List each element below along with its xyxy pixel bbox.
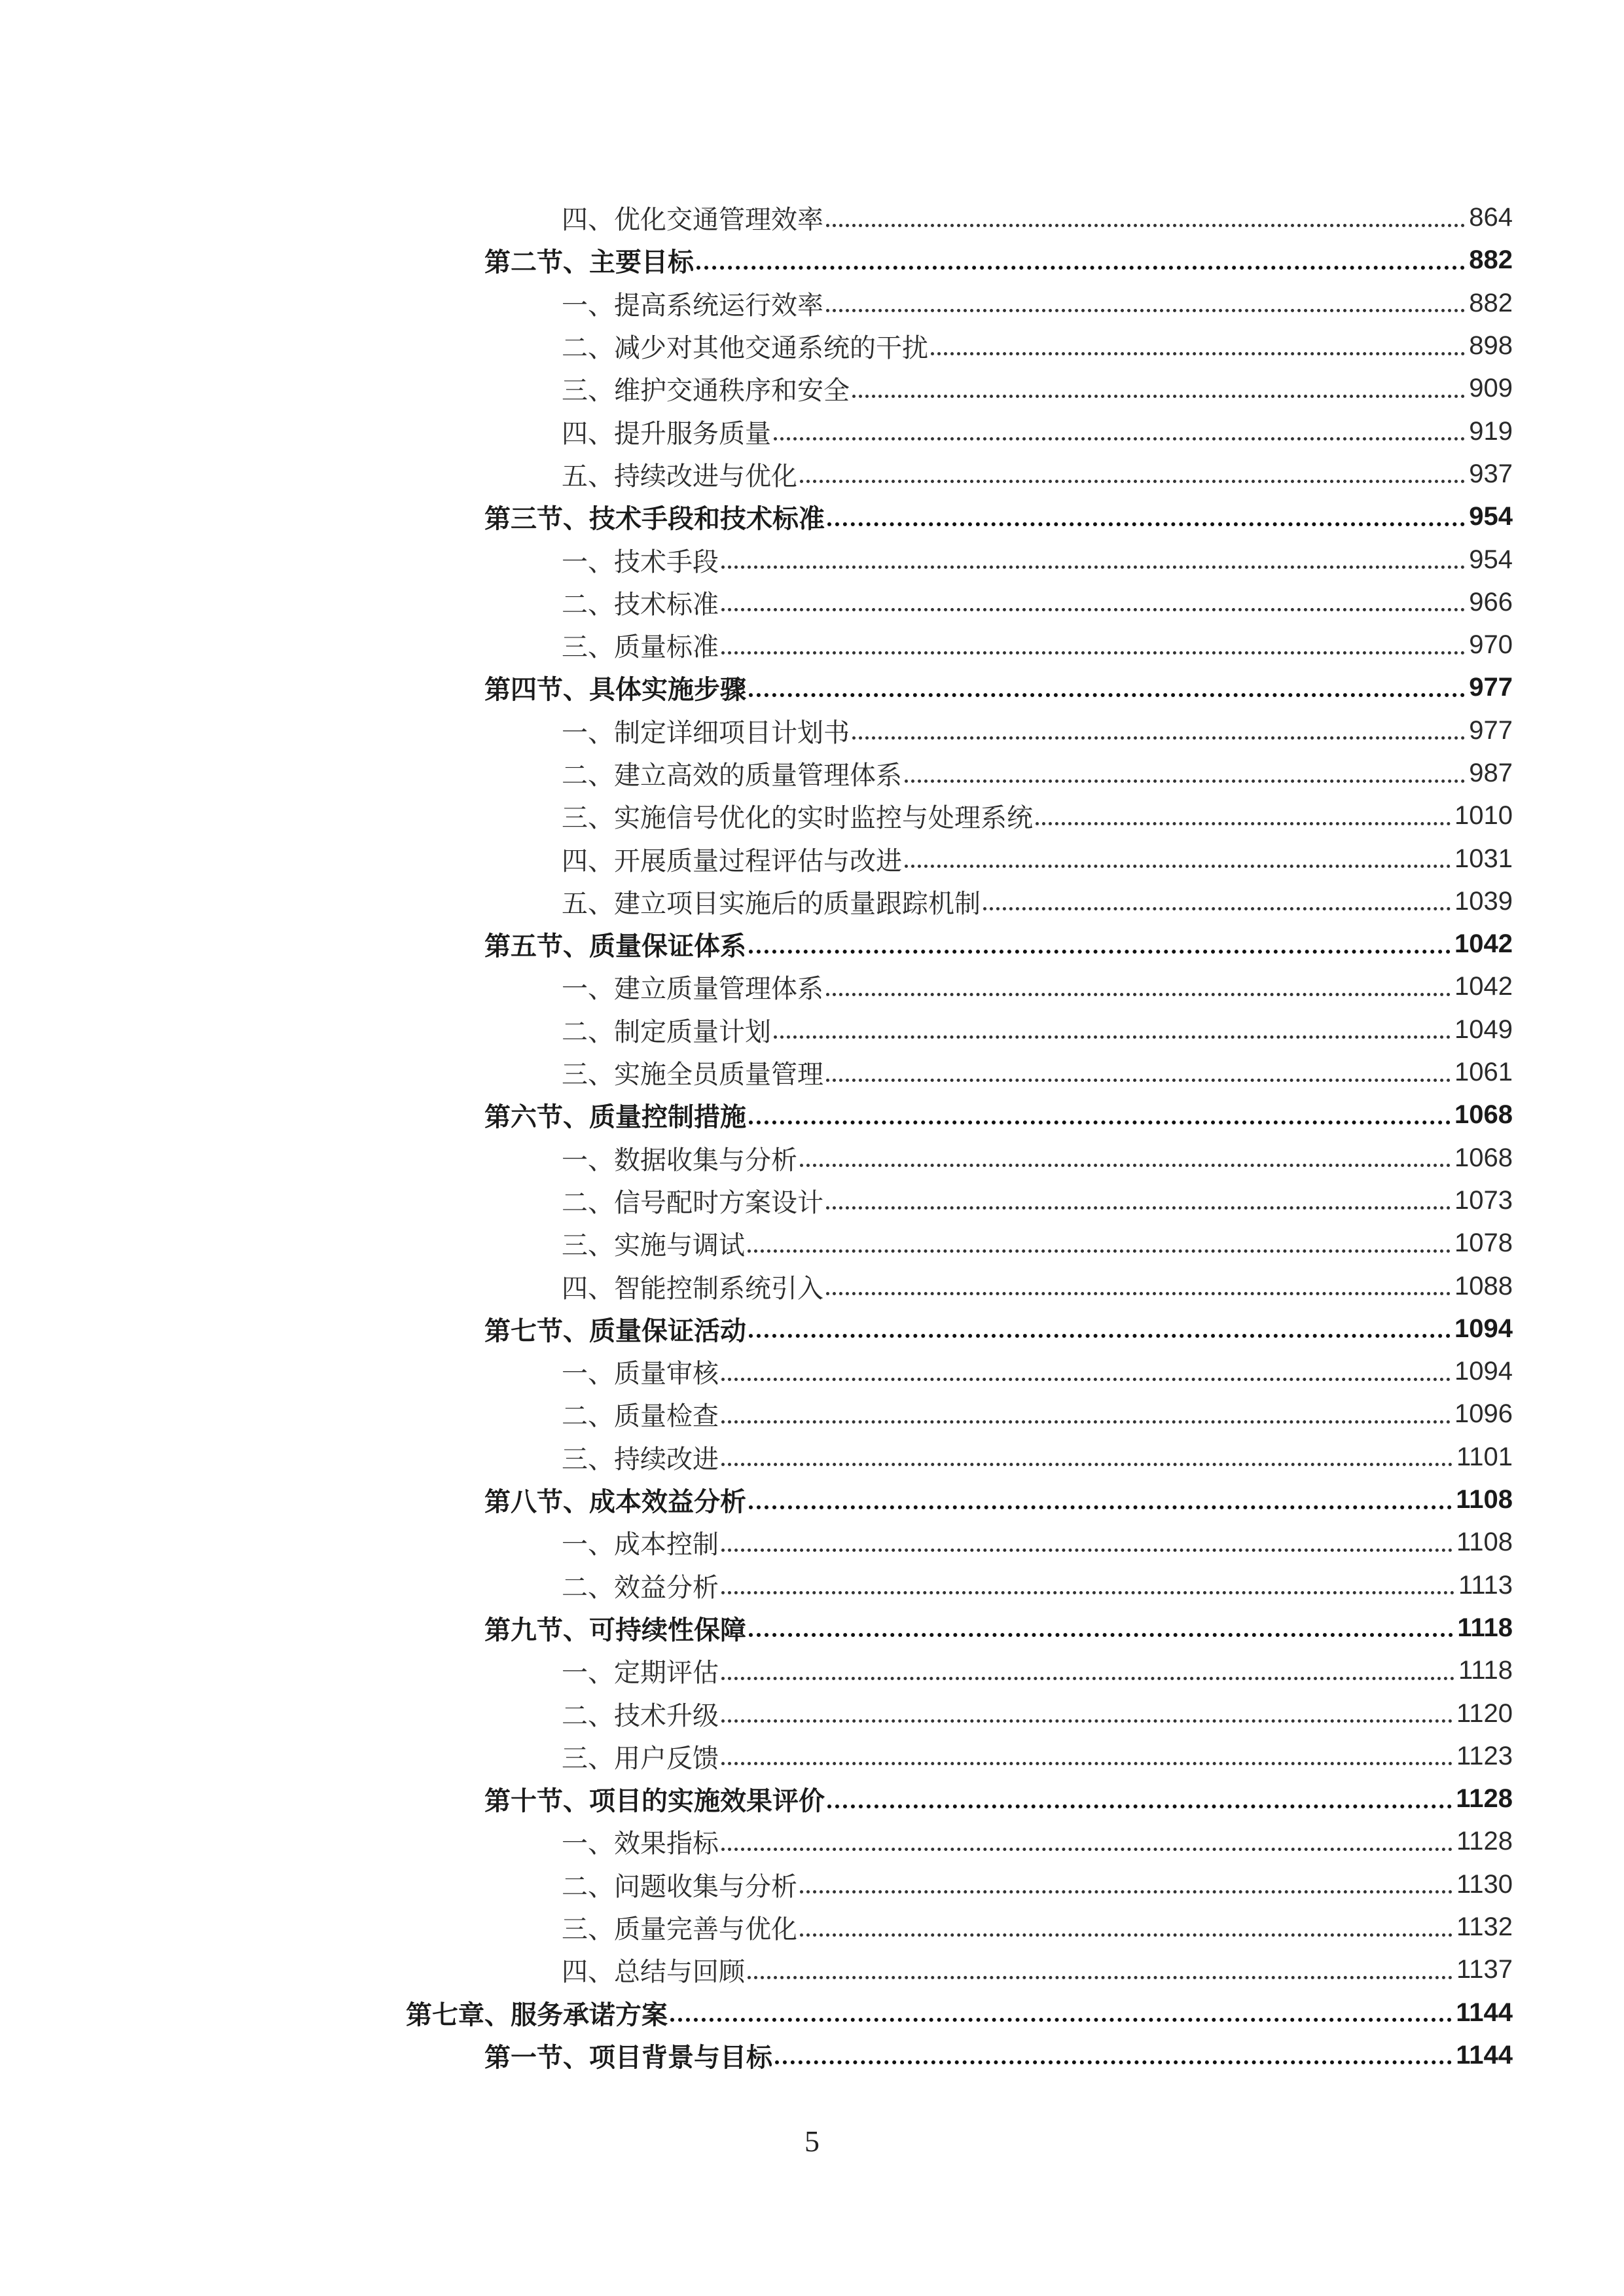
toc-entry-title: 三、维护交通秩序和安全 (562, 376, 850, 406)
toc-entry-page-number: 954 (1469, 502, 1513, 531)
toc-entry-title: 一、效果指标 (562, 1829, 719, 1859)
dot-leader (749, 1102, 1451, 1128)
toc-entry-page-number: 1068 (1454, 1143, 1513, 1172)
toc-entry-item[interactable] (0, 282, 1624, 325)
toc-entry-page-number: 1049 (1454, 1014, 1513, 1044)
dot-leader (721, 1530, 1453, 1556)
dot-leader (721, 589, 1465, 615)
toc-entry-title: 二、信号配时方案设计 (562, 1187, 823, 1218)
toc-entry-title: 三、持续改进 (562, 1444, 719, 1475)
toc-entry-title: 一、提高系统运行效率 (562, 290, 823, 321)
toc-entry-page-number: 937 (1469, 459, 1513, 488)
toc-entry-item[interactable] (0, 367, 1624, 410)
toc-entry-title: 一、定期评估 (562, 1658, 719, 1689)
dot-leader (826, 1273, 1451, 1299)
toc-entry-title: 四、提升服务质量 (562, 418, 771, 449)
dot-leader (721, 1700, 1453, 1727)
toc-entry-page-number: 1101 (1456, 1442, 1513, 1471)
toc-entry-section[interactable] (0, 666, 1624, 709)
dot-leader (905, 761, 1465, 787)
toc-entry-item[interactable] (0, 795, 1624, 837)
toc-entry-item[interactable] (0, 1137, 1624, 1179)
dot-leader (983, 888, 1451, 914)
toc-entry-item[interactable] (0, 1735, 1624, 1778)
toc-entry-item[interactable] (0, 1521, 1624, 1564)
toc-entry-page-number: 1137 (1456, 1955, 1513, 1984)
toc-entry-title: 四、优化交通管理效率 (562, 205, 823, 236)
dot-leader (800, 1145, 1451, 1171)
dot-leader (748, 1230, 1451, 1257)
toc-entry-item[interactable] (0, 880, 1624, 923)
toc-entry-page-number: 1128 (1456, 1827, 1513, 1856)
toc-entry-title: 四、总结与回顾 (562, 1957, 745, 1988)
toc-entry-item[interactable] (0, 1009, 1624, 1051)
toc-entry-chapter[interactable] (0, 1991, 1624, 2034)
toc-entry-page-number: 970 (1469, 630, 1513, 660)
toc-entry-title: 二、减少对其他交通系统的干扰 (562, 333, 928, 364)
toc-entry-title: 一、数据收集与分析 (562, 1145, 797, 1175)
toc-entry-page-number: 1120 (1456, 1698, 1513, 1728)
dot-leader (827, 1786, 1452, 1812)
dot-leader (931, 333, 1465, 359)
dot-leader (721, 547, 1465, 573)
toc-entry-title: 第七章、服务承诺方案 (406, 2000, 668, 2030)
dot-leader (721, 1658, 1454, 1684)
toc-entry-page-number: 1108 (1456, 1528, 1513, 1557)
page-number: 5 (804, 2125, 820, 2158)
dot-leader (800, 461, 1465, 487)
dot-leader (852, 717, 1465, 744)
dot-leader (721, 1829, 1453, 1855)
toc-entry-page-number: 1130 (1456, 1869, 1513, 1899)
toc-entry-page-number: 977 (1469, 715, 1513, 745)
dot-leader (826, 1060, 1451, 1086)
toc-entry-title: 三、实施信号优化的实时监控与处理系统 (562, 803, 1033, 834)
dot-leader (905, 846, 1451, 872)
dot-leader (827, 504, 1465, 530)
toc-entry-page-number: 882 (1469, 245, 1513, 275)
toc-entry-page-number: 1042 (1454, 929, 1513, 959)
toc-entry-title: 第八节、成本效益分析 (484, 1487, 746, 1518)
toc-entry-page-number: 1061 (1454, 1058, 1513, 1087)
toc-entry-item[interactable] (0, 709, 1624, 752)
dot-leader (670, 2000, 1452, 2026)
dot-leader (800, 1871, 1453, 1897)
toc-entry-title: 一、制定详细项目计划书 (562, 717, 850, 748)
toc-entry-title: 四、开展质量过程评估与改进 (562, 846, 902, 876)
dot-leader (826, 290, 1465, 316)
dot-leader (826, 205, 1465, 231)
toc-entry-page-number: 1031 (1454, 844, 1513, 873)
toc-entry-page-number: 882 (1469, 288, 1513, 317)
toc-entry-title: 三、用户反馈 (562, 1743, 719, 1774)
toc-entry-section[interactable] (0, 1094, 1624, 1136)
toc-entry-title: 二、效益分析 (562, 1572, 719, 1603)
toc-entry-item[interactable] (0, 1265, 1624, 1307)
toc-entry-title: 五、建立项目实施后的质量跟踪机制 (562, 888, 981, 919)
toc-entry-item[interactable] (0, 1863, 1624, 1906)
toc-entry-title: 三、质量完善与优化 (562, 1914, 797, 1945)
toc-entry-item[interactable] (0, 1906, 1624, 1948)
toc-entry-item[interactable] (0, 410, 1624, 452)
toc-entry-item[interactable] (0, 1820, 1624, 1863)
toc-entry-section[interactable] (0, 239, 1624, 281)
toc-entry-title: 二、问题收集与分析 (562, 1871, 797, 1902)
dot-leader (800, 1914, 1453, 1941)
toc-entry-item[interactable] (0, 1350, 1624, 1393)
toc-entry-page-number: 1118 (1458, 1656, 1513, 1685)
toc-entry-title: 三、实施全员质量管理 (562, 1060, 823, 1090)
toc-entry-title: 一、建立质量管理体系 (562, 974, 823, 1005)
toc-entry-item[interactable] (0, 1948, 1624, 1991)
dot-leader (852, 376, 1465, 402)
toc-entry-page-number: 987 (1469, 759, 1513, 787)
toc-entry-page-number: 1094 (1454, 1357, 1513, 1386)
toc-entry-title: 一、技术手段 (562, 547, 719, 577)
toc-entry-page-number: 1096 (1454, 1399, 1513, 1429)
dot-leader (749, 1615, 1453, 1641)
toc-entry-title: 四、智能控制系统引入 (562, 1273, 823, 1304)
dot-leader (721, 632, 1465, 658)
toc-entry-page-number: 1144 (1456, 2040, 1513, 2070)
toc-entry-item[interactable] (0, 752, 1624, 795)
toc-entry-page-number: 909 (1469, 374, 1513, 403)
toc-entry-page-number: 919 (1469, 416, 1513, 446)
dot-leader (721, 1743, 1453, 1769)
toc-entry-title: 第二节、主要目标 (484, 247, 694, 278)
toc-entry-page-number: 977 (1469, 673, 1513, 702)
toc-entry-page-number: 1094 (1454, 1314, 1513, 1343)
toc-entry-page-number: 1144 (1456, 1998, 1513, 2027)
toc-entry-title: 二、质量检查 (562, 1401, 719, 1432)
toc-entry-title: 一、质量审核 (562, 1359, 719, 1390)
dot-leader (826, 1187, 1451, 1213)
toc-entry-item[interactable] (0, 624, 1624, 666)
toc-entry-title: 二、制定质量计划 (562, 1016, 771, 1047)
dot-leader (696, 247, 1465, 274)
toc-entry-item[interactable] (0, 1564, 1624, 1607)
toc-entry-title: 第九节、可持续性保障 (484, 1615, 746, 1645)
toc-entry-item[interactable] (0, 325, 1624, 367)
dot-leader (749, 675, 1465, 701)
toc-entry-title: 第七节、质量保证活动 (484, 1316, 746, 1346)
toc-entry-title: 第四节、具体实施步骤 (484, 675, 746, 706)
toc-entry-section[interactable] (0, 1607, 1624, 1649)
toc-entry-item[interactable] (0, 1051, 1624, 1094)
dot-leader (749, 931, 1451, 958)
toc-entry-title: 第十节、项目的实施效果评价 (484, 1786, 825, 1817)
dot-leader (774, 418, 1465, 444)
toc-entry-item[interactable] (0, 196, 1624, 239)
toc-entry-title: 二、技术标准 (562, 589, 719, 620)
toc-entry-page-number: 1128 (1456, 1784, 1513, 1814)
dot-leader (721, 1401, 1451, 1427)
toc-entry-title: 二、技术升级 (562, 1700, 719, 1731)
toc-entry-item[interactable] (0, 1649, 1624, 1692)
toc-entry-title: 第六节、质量控制措施 (484, 1102, 746, 1133)
table-of-contents (0, 196, 1624, 2077)
toc-entry-page-number: 898 (1469, 331, 1513, 361)
toc-entry-item[interactable] (0, 965, 1624, 1008)
toc-entry-section[interactable] (0, 923, 1624, 965)
toc-entry-title: 第一节、项目背景与目标 (484, 2042, 772, 2073)
toc-entry-page-number: 864 (1469, 203, 1513, 232)
toc-entry-item[interactable] (0, 453, 1624, 495)
dot-leader (826, 974, 1451, 1000)
dot-leader (721, 1359, 1451, 1385)
toc-entry-section[interactable] (0, 495, 1624, 538)
toc-entry-item[interactable] (0, 1222, 1624, 1265)
toc-entry-page-number: 1113 (1458, 1570, 1513, 1600)
toc-entry-page-number: 1132 (1456, 1912, 1513, 1942)
dot-leader (749, 1316, 1451, 1342)
dot-leader (1036, 803, 1451, 829)
dot-leader (749, 1487, 1452, 1513)
toc-entry-page-number: 1010 (1454, 801, 1513, 831)
toc-entry-page-number: 1073 (1454, 1185, 1513, 1215)
toc-entry-page-number: 1088 (1454, 1271, 1513, 1300)
toc-entry-page-number: 1108 (1456, 1485, 1513, 1515)
toc-entry-item[interactable] (0, 581, 1624, 624)
toc-entry-section[interactable] (0, 1479, 1624, 1521)
toc-entry-item[interactable] (0, 1436, 1624, 1479)
toc-entry-page-number: 1123 (1456, 1741, 1513, 1770)
toc-entry-page-number: 1078 (1454, 1229, 1513, 1258)
toc-entry-title: 一、成本控制 (562, 1530, 719, 1560)
toc-entry-title: 三、质量标准 (562, 632, 719, 663)
toc-entry-page-number: 1118 (1457, 1613, 1513, 1642)
toc-entry-section[interactable] (0, 1778, 1624, 1820)
toc-entry-page-number: 1039 (1454, 886, 1513, 916)
toc-entry-page-number: 1042 (1454, 972, 1513, 1001)
toc-entry-item[interactable] (0, 1179, 1624, 1222)
toc-entry-item[interactable] (0, 538, 1624, 581)
toc-entry-title: 第五节、质量保证体系 (484, 931, 746, 962)
toc-entry-title: 第三节、技术手段和技术标准 (484, 504, 825, 535)
dot-leader (748, 1957, 1453, 1983)
toc-entry-title: 二、建立高效的质量管理体系 (562, 761, 902, 791)
toc-entry-item[interactable] (0, 837, 1624, 880)
dot-leader (721, 1444, 1453, 1470)
toc-entry-title: 三、实施与调试 (562, 1230, 745, 1261)
toc-entry-page-number: 966 (1469, 587, 1513, 617)
toc-entry-item[interactable] (0, 1692, 1624, 1734)
dot-leader (721, 1572, 1454, 1598)
toc-entry-title: 五、持续改进与优化 (562, 461, 797, 492)
toc-entry-item[interactable] (0, 1393, 1624, 1435)
toc-entry-section[interactable] (0, 2034, 1624, 2077)
toc-entry-section[interactable] (0, 1308, 1624, 1350)
dot-leader (775, 2042, 1452, 2068)
toc-entry-page-number: 954 (1469, 545, 1513, 574)
toc-entry-page-number: 1068 (1454, 1100, 1513, 1130)
dot-leader (774, 1016, 1451, 1043)
